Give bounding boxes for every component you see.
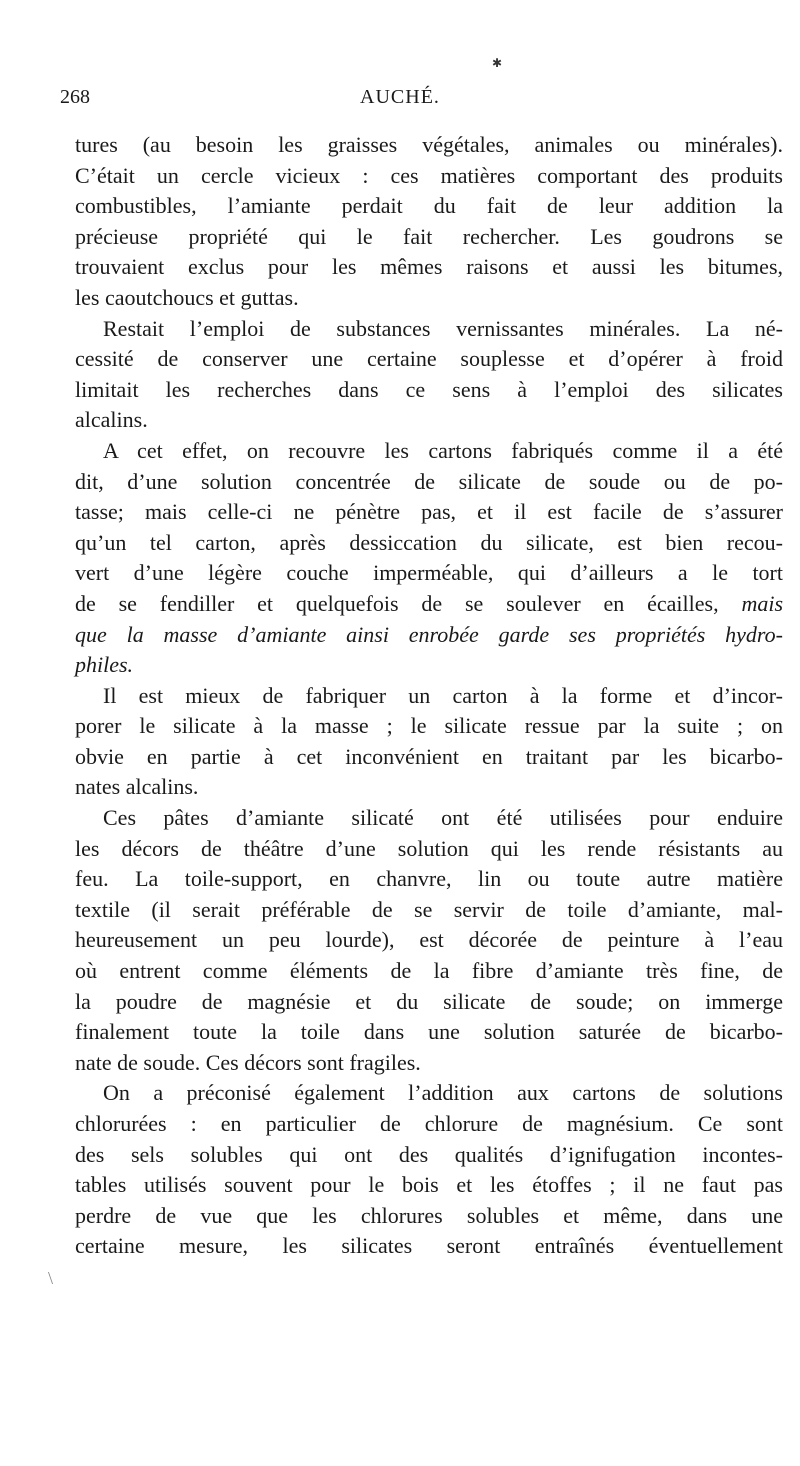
text-line	[75, 1201, 783, 1232]
text-segment: nate de soude. Ces décors sont fragiles.	[75, 1049, 421, 1075]
text-line	[75, 925, 783, 956]
text-segment: certaine mesure, les silicates seront entraînés éventuellement	[75, 1233, 783, 1259]
text-line	[75, 864, 783, 895]
text-segment: tables utilisés souvent pour le bois et les étoffes ; il ne faut pas	[75, 1172, 783, 1198]
text-line	[75, 161, 783, 192]
text-line	[75, 1048, 783, 1079]
text-line	[75, 711, 783, 742]
text-line	[75, 834, 783, 865]
text-line	[75, 191, 783, 222]
text-segment: Ces pâtes d’amiante silicaté ont été utilisées pour enduire	[103, 805, 783, 831]
text-line	[75, 467, 783, 498]
page-number: 268	[60, 86, 90, 108]
text-segment: qu’un tel carton, après dessiccation du silicate, est bien recou-	[75, 529, 783, 555]
text-segment: combustibles, l’amiante perdait du fait de leur addition la	[75, 193, 783, 219]
text-line	[75, 497, 783, 528]
running-title: AUCHÉ.	[360, 86, 440, 108]
text-line	[75, 1140, 783, 1171]
text-segment: On a préconisé également l’addition aux cartons de solutions	[103, 1080, 783, 1106]
text-segment: vert d’une légère couche imperméable, qui d’ailleurs a le tort	[75, 560, 783, 586]
text-segment: de se fendiller et quelquefois de se soulever en écailles,	[75, 590, 742, 616]
text-line	[75, 772, 783, 803]
text-segment: où entrent comme éléments de la fibre d’amiante très fine, de	[75, 958, 783, 984]
text-segment: la poudre de magnésie et du silicate de soude; on immerge	[75, 988, 783, 1014]
text-line	[75, 314, 783, 345]
text-segment: perdre de vue que les chlorures solubles et même, dans une	[75, 1202, 783, 1228]
text-segment: précieuse propriété qui le fait rechercher. Les goudrons se	[75, 223, 783, 249]
text-line	[75, 1109, 783, 1140]
text-line	[75, 283, 783, 314]
text-segment: porer le silicate à la masse ; le silicate ressue par la suite ; on	[75, 713, 783, 739]
text-line	[75, 344, 783, 375]
page-header	[60, 86, 740, 116]
text-segment: heureusement un peu lourde), est décorée de peinture à l’eau	[75, 927, 783, 953]
text-line	[75, 1017, 783, 1048]
text-line	[75, 528, 783, 559]
ink-mark: ✱	[492, 56, 503, 70]
text-line	[75, 620, 783, 651]
text-line	[75, 436, 783, 467]
text-line	[75, 803, 783, 834]
text-segment: Restait l’emploi de substances vernissantes minérales. La né-	[103, 315, 783, 341]
text-line	[75, 650, 783, 681]
text-segment: tures (au besoin les graisses végétales, animales ou minérales).	[75, 132, 783, 157]
text-line	[75, 1170, 783, 1201]
italic-text-segment: que la masse d’amiante ainsi enrobée garde ses propriétés hydro-	[75, 621, 783, 647]
text-line	[75, 589, 783, 620]
text-line	[75, 405, 783, 436]
text-line	[75, 956, 783, 987]
text-line	[75, 895, 783, 926]
text-line	[75, 1231, 783, 1262]
text-line	[75, 130, 783, 161]
text-segment: dit, d’une solution concentrée de silicate de soude ou de po-	[75, 468, 783, 494]
text-line	[75, 252, 783, 283]
text-segment: nates alcalins.	[75, 774, 199, 800]
margin-mark: \	[48, 1268, 54, 1288]
text-segment: C’était un cercle vicieux : ces matières comportant des produits	[75, 162, 783, 188]
text-segment: feu. La toile-support, en chanvre, lin ou toute autre matière	[75, 866, 783, 892]
text-segment: textile (il serait préférable de se servir de toile d’amiante, mal-	[75, 896, 783, 922]
text-segment: alcalins.	[75, 407, 148, 433]
page-body-text	[75, 130, 783, 1262]
text-segment: A cet effet, on recouvre les cartons fabriqués comme il a été	[103, 437, 783, 463]
text-segment: Il est mieux de fabriquer un carton à la forme et d’incor-	[103, 682, 783, 708]
text-segment: trouvaient exclus pour les mêmes raisons et aussi les bitumes,	[75, 254, 783, 280]
text-segment: obvie en partie à cet inconvénient en traitant par les bicarbo-	[75, 743, 783, 769]
italic-text-segment: philes.	[75, 652, 134, 678]
text-segment: cessité de conserver une certaine souplesse et d’opérer à froid	[75, 346, 783, 372]
text-segment: des sels solubles qui ont des qualités d’ignifugation incontes-	[75, 1141, 783, 1167]
text-line	[75, 1078, 783, 1109]
text-line	[75, 987, 783, 1018]
text-line	[75, 681, 783, 712]
text-line	[75, 222, 783, 253]
text-segment: limitait les recherches dans ce sens à l’emploi des silicates	[75, 376, 783, 402]
text-line	[75, 558, 783, 589]
text-line	[75, 742, 783, 773]
text-segment: chlorurées : en particulier de chlorure de magnésium. Ce sont	[75, 1111, 783, 1136]
italic-text-segment: mais	[741, 590, 783, 616]
text-line	[75, 375, 783, 406]
text-segment: finalement toute la toile dans une solution saturée de bicarbo-	[75, 1019, 783, 1045]
text-segment: les décors de théâtre d’une solution qui les rende résistants au	[75, 835, 783, 861]
text-segment: les caoutchoucs et guttas.	[75, 284, 299, 310]
text-segment: tasse; mais celle-ci ne pénètre pas, et il est facile de s’assurer	[75, 499, 783, 525]
